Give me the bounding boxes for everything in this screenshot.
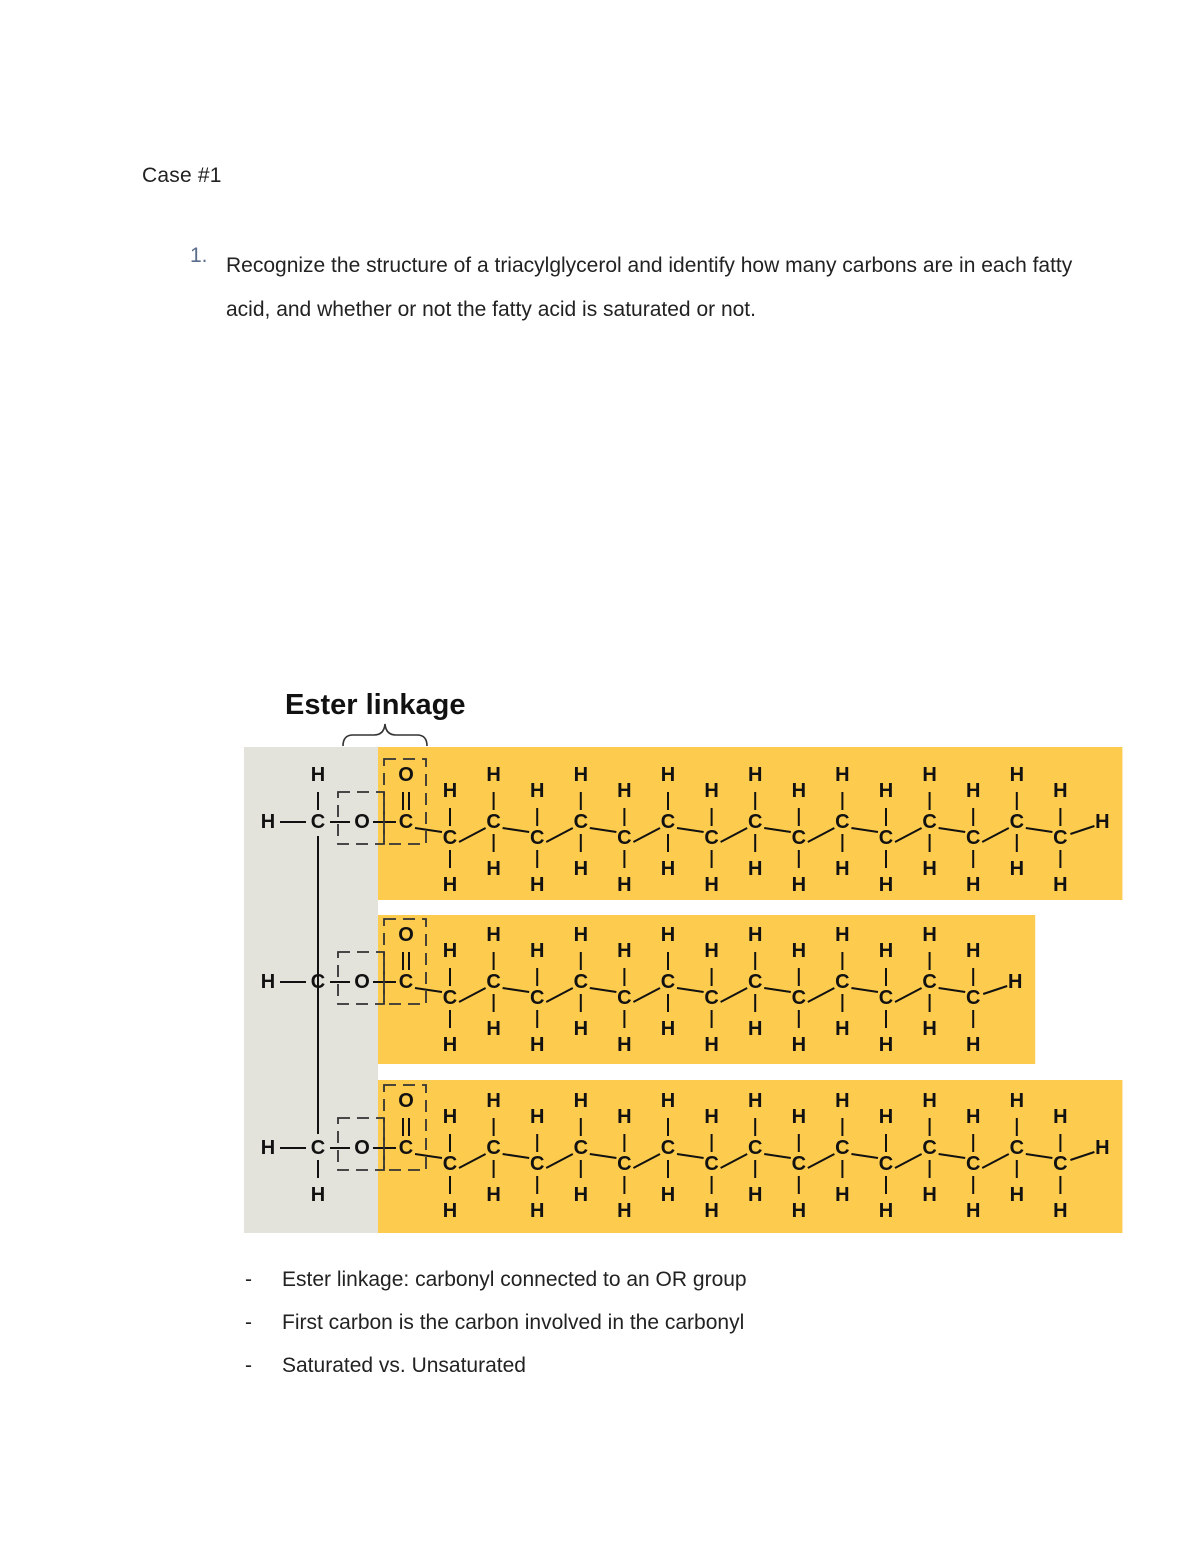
hydrogen-atom: H	[573, 1184, 589, 1206]
oxygen-atom: O	[398, 764, 414, 786]
carbon-atom: C	[310, 811, 326, 833]
hydrogen-atom: H	[660, 1018, 676, 1040]
carbon-atom: C	[617, 1153, 632, 1175]
carbon-atom: C	[529, 827, 545, 849]
carbon-atom: C	[922, 811, 937, 833]
hydrogen-atom: H	[878, 780, 894, 802]
question-text: Recognize the structure of a triacylglycerol and identify how many carbons are in each fatty acid, and whether or not the fatty acid is saturated or not.	[226, 254, 1073, 321]
hydrogen-atom: H	[486, 1090, 501, 1112]
carbon-atom: C	[1009, 811, 1025, 833]
hydrogen-atom: H	[573, 858, 589, 880]
carbon-atom: C	[486, 971, 501, 993]
carbon-atom: C	[529, 987, 545, 1009]
hydrogen-atom: H	[791, 1106, 807, 1128]
hydrogen-atom: H	[486, 1184, 501, 1206]
hydrogen-atom: H	[573, 764, 589, 786]
carbon-atom: C	[529, 1153, 545, 1175]
note-bullet: -	[245, 1268, 252, 1291]
hydrogen-atom: H	[835, 858, 850, 880]
hydrogen-atom: H	[529, 1200, 545, 1222]
hydrogen-atom: H	[529, 940, 545, 962]
carbon-atom: C	[486, 1137, 501, 1159]
carbon-atom: C	[835, 811, 850, 833]
hydrogen-atom: H	[442, 940, 458, 962]
carbon-atom: C	[704, 827, 719, 849]
hydrogen-atom: H	[878, 1200, 894, 1222]
carbon-atom: C	[835, 1137, 850, 1159]
hydrogen-atom: H	[1053, 874, 1068, 896]
hydrogen-atom: H	[617, 1200, 632, 1222]
carbon-atom: C	[965, 987, 981, 1009]
carbon-atom: C	[835, 971, 850, 993]
hydrogen-atom: H	[260, 811, 276, 833]
hydrogen-atom: H	[835, 1018, 850, 1040]
hydrogen-atom: H	[573, 1018, 589, 1040]
hydrogen-atom: H	[835, 1184, 850, 1206]
hydrogen-atom: H	[747, 858, 763, 880]
hydrogen-atom: H	[442, 874, 458, 896]
carbon-atom: C	[965, 827, 981, 849]
carbon-atom: C	[704, 1153, 719, 1175]
note-item	[245, 1262, 1045, 1305]
note-text: Ester linkage: carbonyl connected to an OR group	[282, 1268, 747, 1291]
hydrogen-atom: H	[529, 1034, 545, 1056]
note-bullet: -	[245, 1354, 252, 1377]
hydrogen-atom: H	[529, 1106, 545, 1128]
carbon-atom: C	[922, 971, 937, 993]
hydrogen-atom: H	[617, 1106, 632, 1128]
oxygen-atom: O	[398, 1090, 414, 1112]
carbon-atom: C	[398, 971, 414, 993]
hydrogen-atom: H	[660, 1090, 676, 1112]
carbon-atom: C	[442, 987, 458, 1009]
hydrogen-atom: H	[660, 764, 676, 786]
hydrogen-atom: H	[486, 924, 501, 946]
hydrogen-atom: H	[310, 764, 326, 786]
hydrogen-atom: H	[617, 1034, 632, 1056]
hydrogen-atom: H	[922, 764, 937, 786]
carbon-atom: C	[573, 811, 589, 833]
hydrogen-atom: H	[835, 924, 850, 946]
note-bullet: -	[245, 1311, 252, 1334]
hydrogen-atom: H	[486, 1018, 501, 1040]
carbon-atom: C	[747, 971, 763, 993]
hydrogen-atom: H	[878, 1034, 894, 1056]
hydrogen-atom: H	[617, 780, 632, 802]
hydrogen-atom: H	[878, 940, 894, 962]
hydrogen-atom: H	[1095, 1137, 1110, 1159]
hydrogen-atom: H	[747, 1090, 763, 1112]
hydrogen-atom: H	[878, 874, 894, 896]
hydrogen-atom: H	[1007, 971, 1023, 993]
hydrogen-atom: H	[747, 764, 763, 786]
note-text: Saturated vs. Unsaturated	[282, 1354, 526, 1377]
hydrogen-atom: H	[747, 924, 763, 946]
carbon-atom: C	[1053, 1153, 1068, 1175]
hydrogen-atom: H	[310, 1184, 326, 1206]
hydrogen-atom: H	[791, 940, 807, 962]
carbon-atom: C	[398, 1137, 414, 1159]
oxygen-atom: O	[354, 1137, 370, 1159]
carbon-atom: C	[1053, 827, 1068, 849]
hydrogen-atom: H	[660, 1184, 676, 1206]
hydrogen-atom: H	[1053, 1106, 1068, 1128]
hydrogen-atom: H	[1053, 1200, 1068, 1222]
hydrogen-atom: H	[965, 780, 981, 802]
carbon-atom: C	[704, 987, 719, 1009]
carbon-atom: C	[791, 1153, 807, 1175]
notes-list	[245, 1262, 1045, 1391]
carbon-atom: C	[965, 1153, 981, 1175]
note-text: First carbon is the carbon involved in the carbonyl	[282, 1311, 745, 1334]
carbon-atom: C	[310, 971, 326, 993]
hydrogen-atom: H	[260, 1137, 276, 1159]
hydrogen-atom: H	[747, 1184, 763, 1206]
carbon-atom: C	[791, 827, 807, 849]
carbon-atom: C	[791, 987, 807, 1009]
hydrogen-atom: H	[835, 764, 850, 786]
hydrogen-atom: H	[878, 1106, 894, 1128]
carbon-atom: C	[442, 827, 458, 849]
ester-linkage-brace	[343, 724, 427, 746]
carbon-atom: C	[660, 971, 676, 993]
carbon-atom: C	[617, 827, 632, 849]
hydrogen-atom: H	[965, 1106, 981, 1128]
oxygen-atom: O	[354, 811, 370, 833]
carbon-atom: C	[310, 1137, 326, 1159]
hydrogen-atom: H	[704, 1106, 719, 1128]
hydrogen-atom: H	[791, 1200, 807, 1222]
hydrogen-atom: H	[922, 1090, 937, 1112]
hydrogen-atom: H	[704, 940, 719, 962]
hydrogen-atom: H	[260, 971, 276, 993]
hydrogen-atom: H	[922, 924, 937, 946]
question-number: 1.	[190, 244, 208, 267]
hydrogen-atom: H	[529, 874, 545, 896]
hydrogen-atom: H	[617, 874, 632, 896]
hydrogen-atom: H	[704, 1034, 719, 1056]
carbon-atom: C	[442, 1153, 458, 1175]
hydrogen-atom: H	[791, 1034, 807, 1056]
hydrogen-atom: H	[965, 1034, 981, 1056]
carbon-atom: C	[878, 827, 894, 849]
carbon-atom: C	[1009, 1137, 1025, 1159]
hydrogen-atom: H	[965, 1200, 981, 1222]
hydrogen-atom: H	[965, 874, 981, 896]
hydrogen-atom: H	[704, 1200, 719, 1222]
carbon-atom: C	[398, 811, 414, 833]
note-item	[245, 1305, 1045, 1348]
carbon-atom: C	[747, 811, 763, 833]
ester-linkage-title: Ester linkage	[285, 689, 466, 721]
hydrogen-atom: H	[791, 780, 807, 802]
hydrogen-atom: H	[486, 764, 501, 786]
hydrogen-atom: H	[442, 780, 458, 802]
oxygen-atom: O	[354, 971, 370, 993]
hydrogen-atom: H	[442, 1034, 458, 1056]
hydrogen-atom: H	[965, 940, 981, 962]
hydrogen-atom: H	[922, 1184, 937, 1206]
hydrogen-atom: H	[529, 780, 545, 802]
carbon-atom: C	[573, 1137, 589, 1159]
hydrogen-atom: H	[704, 780, 719, 802]
oxygen-atom: O	[398, 924, 414, 946]
note-item	[245, 1348, 1045, 1391]
hydrogen-atom: H	[791, 874, 807, 896]
carbon-atom: C	[878, 987, 894, 1009]
hydrogen-atom: H	[573, 1090, 589, 1112]
carbon-atom: C	[922, 1137, 937, 1159]
carbon-atom: C	[660, 1137, 676, 1159]
carbon-atom: C	[878, 1153, 894, 1175]
carbon-atom: C	[573, 971, 589, 993]
hydrogen-atom: H	[835, 1090, 850, 1112]
hydrogen-atom: H	[747, 1018, 763, 1040]
hydrogen-atom: H	[922, 858, 937, 880]
hydrogen-atom: H	[486, 858, 501, 880]
hydrogen-atom: H	[1095, 811, 1110, 833]
carbon-atom: C	[486, 811, 501, 833]
hydrogen-atom: H	[617, 940, 632, 962]
carbon-atom: C	[747, 1137, 763, 1159]
hydrogen-atom: H	[660, 924, 676, 946]
hydrogen-atom: H	[1009, 1090, 1025, 1112]
hydrogen-atom: H	[922, 1018, 937, 1040]
carbon-atom: C	[617, 987, 632, 1009]
hydrogen-atom: H	[1009, 1184, 1025, 1206]
carbon-atom: C	[660, 811, 676, 833]
hydrogen-atom: H	[1009, 764, 1025, 786]
hydrogen-atom: H	[1009, 858, 1025, 880]
hydrogen-atom: H	[442, 1106, 458, 1128]
hydrogen-atom: H	[442, 1200, 458, 1222]
hydrogen-atom: H	[573, 924, 589, 946]
hydrogen-atom: H	[704, 874, 719, 896]
hydrogen-atom: H	[660, 858, 676, 880]
hydrogen-atom: H	[1053, 780, 1068, 802]
case-heading: Case #1	[142, 164, 222, 187]
